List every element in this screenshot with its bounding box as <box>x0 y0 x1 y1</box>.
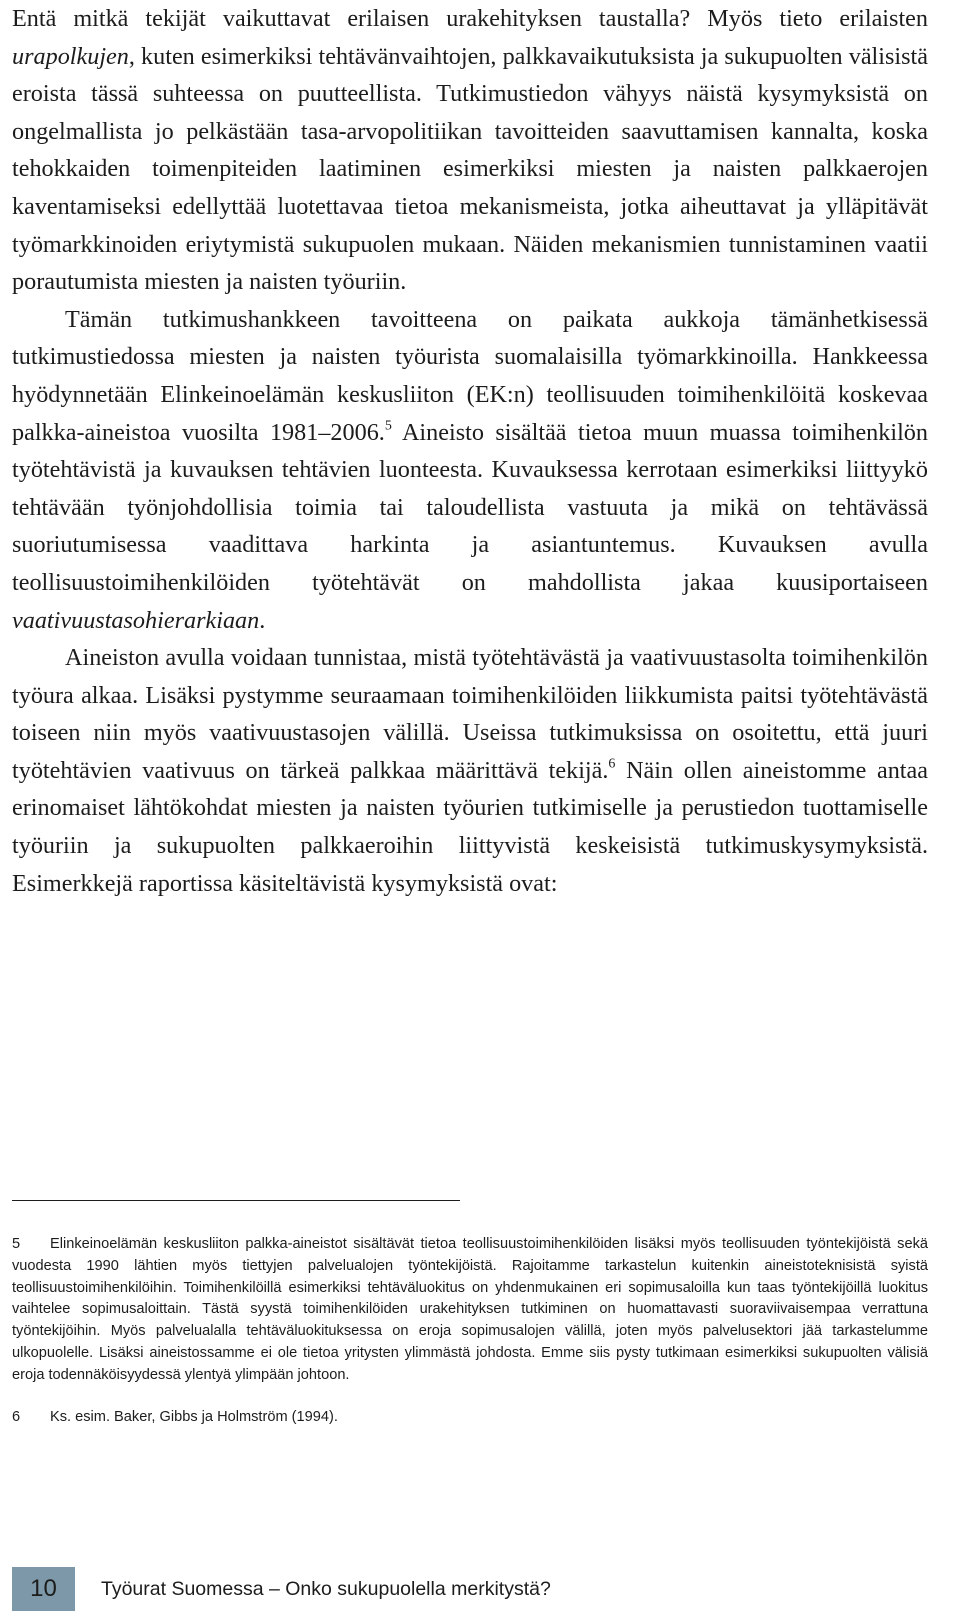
footnote-ref-5[interactable]: 5 <box>384 417 392 434</box>
footnote-ref-6[interactable]: 6 <box>608 755 616 772</box>
page-number: 10 <box>30 1575 57 1602</box>
footnote-divider <box>12 1200 460 1201</box>
paragraph-3 <box>12 639 928 902</box>
page-number-box <box>12 1567 75 1611</box>
paragraph-3-text-a: Aineiston avulla voidaan tunnistaa, mistä työtehtävästä ja vaativuustasolta toimihenkilön työura alkaa. Lisäksi pystymme seuraamaan toimihenkilöiden liikkumista paitsi työtehtävästä toiseen niin myös vaativuustasojen välillä. Useissa tutkimuksissa on osoitettu, että juuri työtehtävien vaativuus on tärkeä palkkaa määrittävä tekijä. <box>12 644 928 784</box>
paragraph-2-text-c: . <box>259 606 266 634</box>
paragraph-3-text-b: Näin ollen aineistomme antaa erinomaiset lähtökohdat miesten ja naisten työurien tutkimiselle ja perustiedon tuottamiselle työuriin ja sukupuolten palkkaeroihin liittyvistä keskeisistä tutkimuskysymyksistä. Esimerkkejä raportissa käsiteltävistä kysymyksistä ovat: <box>12 756 929 897</box>
paragraph-1-text-b: , kuten esimerkiksi tehtävänvaihtojen, palkkavaikutuksista ja sukupuolten välisistä eroista tässä suhteessa on puutteellista. Tutkimustiedon vähyys näistä kysymyksistä on ongelmallista jo pelkästään tasa-arvopolitiikan tavoitteiden saavuttamisen kannalta, koska tehokkaiden toimenpiteiden laatiminen esimerkiksi miesten ja naisten palkkaerojen kaventamiseksi edellyttää luotettavaa tietoa mekanismeista, jotka aiheuttavat ja ylläpitävät työmarkkinoiden eriytymistä sukupuolen mukaan. Näiden mekanismien tunnistaminen vaatii porautumista miesten ja naisten työuriin. <box>12 42 928 296</box>
footnote-5 <box>12 1234 928 1387</box>
paragraph-1 <box>12 0 928 301</box>
paragraph-2-text-b: Aineisto sisältää tietoa muun muassa toimihenkilön työtehtävistä ja kuvauksen tehtävien luonteesta. Kuvauksessa kerrotaan esimerkiksi liittyykö tehtävään työnjohdollisia toimia tai taloudellista vastuuta ja mikä on tehtävässä suoriutumisessa vaadittava harkinta ja asiantuntemus. Kuvauksen avulla teollisuustoimihenkilöiden työtehtävät on mahdollista jakaa kuusiportaiseen <box>12 418 928 596</box>
paragraph-2-text-a: Tämän tutkimushankkeen tavoitteena on paikata aukkoja tämänhetkisessä tutkimustiedossa miesten ja naisten työurista suomalaisilla työmarkkinoilla. Hankkeessa hyödynnetään Elinkeinoelämän keskusliiton (EK:n) teollisuuden toimihenkilöitä koskevaa palkka-aineistoa vuosilta 1981–2006. <box>12 305 928 446</box>
running-title: Työurat Suomessa – Onko sukupuolella merkitystä? <box>101 1578 551 1600</box>
paragraph-1-emphasis: urapolkujen <box>12 42 129 70</box>
paragraph-2 <box>12 301 928 639</box>
main-text <box>12 0 928 902</box>
page-footer <box>12 1567 952 1613</box>
footnote-5-text: Elinkeinoelämän keskusliiton palkka-aineistot sisältävät tietoa teollisuustoimihenkilöiden lisäksi myös teollisuuden työntekijöistä sekä vuodesta 1990 lähtien myös tiettyjen palvelualojen työntekijöistä. Rajoitamme tarkastelun kuitenkin aineistoteknisistä syistä teollisuustoimihenkilöihin. Toimihenkilöillä esimerkiksi tehtäväluokitus on yhdenmukainen eri sopimusaloilla kun taas työntekijöillä luokitus vaihtelee sopimusaloittain. Tästä syystä toimihenkilöiden urakehityksen tutkiminen on huomattavasti suoraviivaisempaa verrattuna työntekijöihin. Myös palvelualalla tehtäväluokituksessa on eroja sopimusalojen välillä, joten myös palvelusektori jää tarkastelumme ulkopuolelle. Lisäksi aineistossamme ei ole tietoa yritysten ylimmästä johdosta. Emme siis pysty tutkimaan esimerkiksi sukupuolten välisiä eroja todennäköisyydessä ylentyä ylimpään johtoon. <box>12 1236 928 1383</box>
footnote-6 <box>12 1407 928 1429</box>
paragraph-1-text-a: Entä mitkä tekijät vaikuttavat erilaisen urakehityksen taustalla? Myös tieto erilaisten <box>12 5 928 32</box>
footnotes <box>12 1234 928 1448</box>
footnote-6-number: 6 <box>12 1408 21 1425</box>
paragraph-2-emphasis: vaativuustasohierarkiaan <box>12 606 260 634</box>
footnote-5-number: 5 <box>12 1236 21 1252</box>
footnote-6-text: Ks. esim. Baker, Gibbs ja Holmström (1994). <box>50 1408 338 1425</box>
